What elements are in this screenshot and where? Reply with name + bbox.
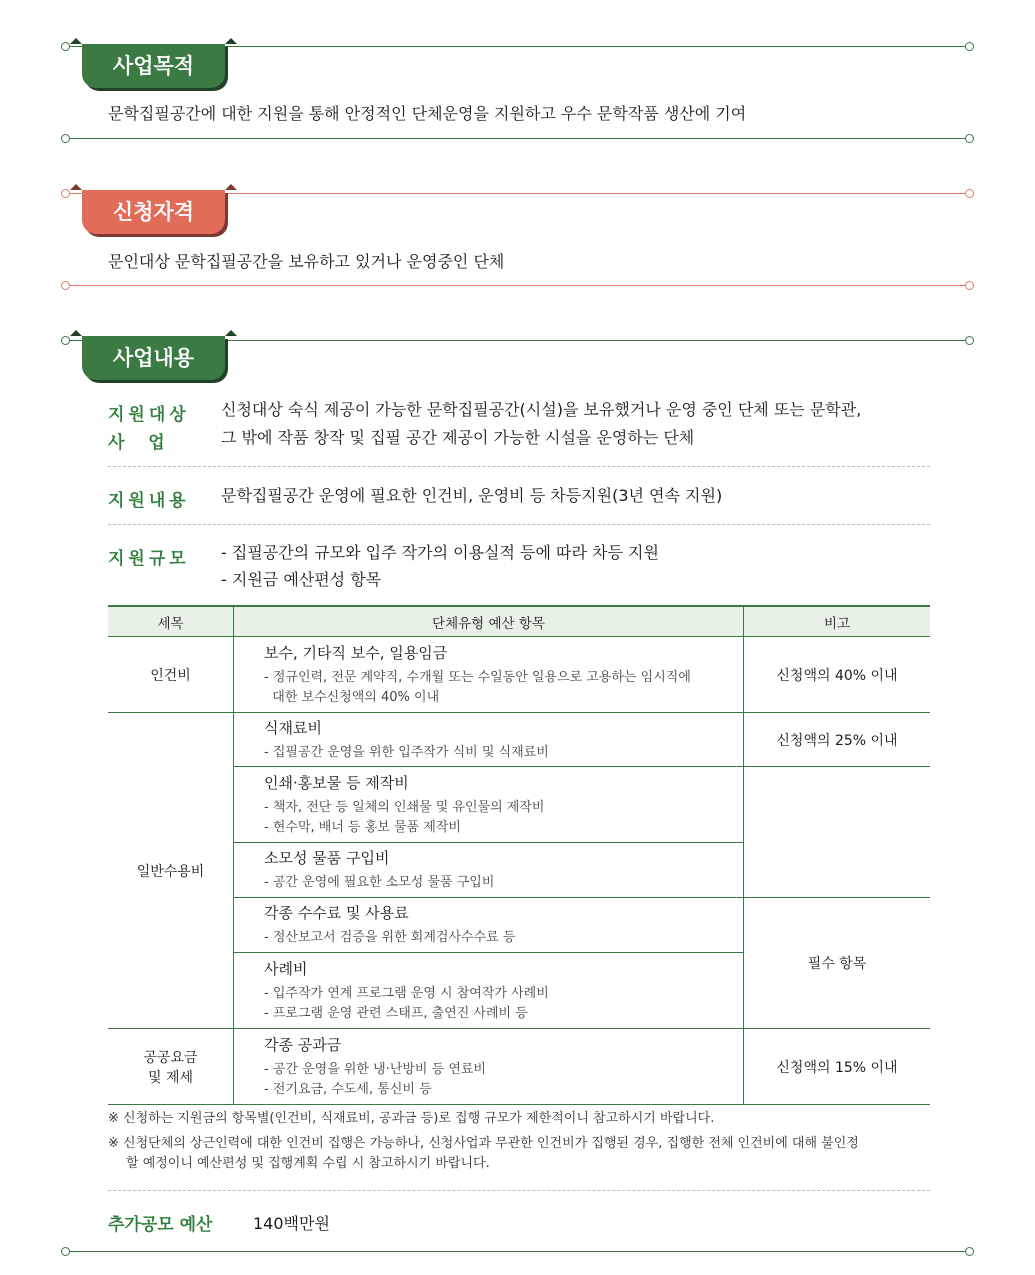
item-detail-utilities-2: - 전기요금, 수도세, 통신비 등 [264,1081,432,1097]
item-title-personnel: 보수, 기타직 보수, 일용임금 [264,643,448,662]
note-personnel: 신청액의 40% 이내 [744,637,931,713]
scale-line-2: - 지원금 예산편성 항목 [221,570,382,589]
section-eligibility-title: 신청자격 [112,200,195,224]
header-category: 세목 [108,606,234,637]
section-content-bottom-left-dot [61,1247,70,1256]
scale-label: 지원규모 [108,549,190,569]
section-eligibility-right-dot [965,189,974,198]
section-purpose-title: 사업목적 [112,54,195,78]
category-general: 일반수용비 [108,713,234,1029]
note-print-supplies [744,767,931,898]
divider-1 [108,466,930,467]
section-content-bottom-line [70,1251,966,1252]
section-content-tab [82,336,225,380]
table-row-personnel [108,637,930,713]
item-detail-honor-1: - 입주작가 연계 프로그램 운영 시 참여작가 사례비 [264,985,549,1001]
section-purpose-tab [82,44,225,88]
section-eligibility-left-dot [61,189,70,198]
item-detail-fees-1: - 정산보고서 검증을 위한 회계검사수수료 등 [264,930,516,945]
header-note: 비고 [744,606,931,637]
target-label-2: 사 업 [108,433,169,453]
category-utilities-1: 공공요금 [143,1049,198,1066]
item-detail-supplies-1: - 공간 운영에 필요한 소모성 물품 구입비 [264,875,495,890]
item-title-print: 인쇄·홍보물 등 제작비 [264,773,409,792]
note-1: ※ 신청하는 지원금의 항목별(인건비, 식재료비, 공과금 등)로 집행 규모가 제한적이니 참고하시기 바랍니다. [108,1111,715,1126]
item-detail-personnel-2: 대한 보수신청액의 40% 이내 [264,689,440,705]
budget-table [108,605,930,1105]
item-detail-utilities-1: - 공간 운영을 위한 냉·난방비 등 연료비 [264,1061,486,1077]
item-detail-personnel-1: - 정규인력, 전문 계약직, 수개월 또는 수일동안 일용으로 고용하는 임시직에 [264,669,691,685]
target-line-1: 신청대상 숙식 제공이 가능한 문학집필공간(시설)을 보유했거나 운영 중인 단체 또는 문학관, [221,400,862,419]
section-purpose-text: 문학집필공간에 대한 지원을 통해 안정적인 단체운영을 지원하고 우수 문학작품 생산에 기여 [108,104,747,123]
category-utilities-2: 및 제세 [147,1069,194,1086]
section-purpose-bottom-right-dot [965,134,974,143]
item-detail-print-2: - 현수막, 배너 등 홍보 물품 제작비 [264,819,461,835]
section-content-bottom-right-dot [965,1247,974,1256]
note-food: 신청액의 25% 이내 [744,713,931,767]
note-utilities: 신청액의 15% 이내 [744,1029,931,1105]
item-detail-print-1: - 책자, 전단 등 일체의 인쇄물 및 유인물의 제작비 [264,799,545,815]
table-row-utilities [108,1029,930,1105]
section-content-title: 사업내용 [112,346,195,370]
scale-line-1: - 집필공간의 규모와 입주 작가의 이용실적 등에 따라 차등 지원 [221,543,659,562]
note-fees: 필수 항목 [744,898,931,1029]
additional-value: 140백만원 [253,1214,330,1233]
section-eligibility-bottom-left-dot [61,281,70,290]
table-row-food [108,713,930,767]
item-title-fees: 각종 수수료 및 사용료 [264,904,409,922]
note-2-line-1: ※ 신청단체의 상근인력에 대한 인건비 집행은 가능하나, 신청사업과 무관한 인건비가 집행된 경우, 집행한 전체 인건비에 대해 불인정 [108,1136,859,1151]
section-content-right-dot [965,336,974,345]
item-title-supplies: 소모성 물품 구입비 [264,849,390,867]
support-label: 지원내용 [108,491,190,511]
header-item: 단체유형 예산 항목 [234,606,744,637]
section-eligibility-bottom-right-dot [965,281,974,290]
target-label-1: 지원대상 [108,405,190,425]
item-detail-food-1: - 집필공간 운영을 위한 입주작가 식비 및 식재료비 [264,744,549,760]
item-title-honor: 사례비 [264,959,308,978]
section-eligibility-tab [82,190,225,234]
section-eligibility-bottom-line [70,285,966,286]
section-purpose-left-dot [61,42,70,51]
section-purpose-bottom-left-dot [61,134,70,143]
item-title-utilities: 각종 공과금 [264,1035,342,1054]
section-purpose-bottom-line [70,138,966,139]
section-eligibility-text: 문인대상 문학집필공간을 보유하고 있거나 운영중인 단체 [108,252,505,271]
section-purpose-right-dot [965,42,974,51]
section-content-left-dot [61,336,70,345]
additional-label: 추가공모 예산 [108,1215,213,1235]
category-personnel: 인건비 [108,637,234,713]
target-line-2: 그 밖에 작품 창작 및 집필 공간 제공이 가능한 시설을 운영하는 단체 [221,428,695,447]
divider-3 [108,1190,930,1191]
category-utilities [108,1029,234,1105]
item-title-food: 식재료비 [264,718,322,737]
item-detail-honor-2: - 프로그램 운영 관련 스태프, 출연진 사례비 등 [264,1005,528,1021]
note-2-line-2: 할 예정이니 예산편성 및 집행계획 수립 시 참고하시기 바랍니다. [126,1156,490,1171]
divider-2 [108,524,930,525]
table-header-row [108,606,930,637]
support-text: 문학집필공간 운영에 필요한 인건비, 운영비 등 차등지원(3년 연속 지원) [221,486,723,505]
